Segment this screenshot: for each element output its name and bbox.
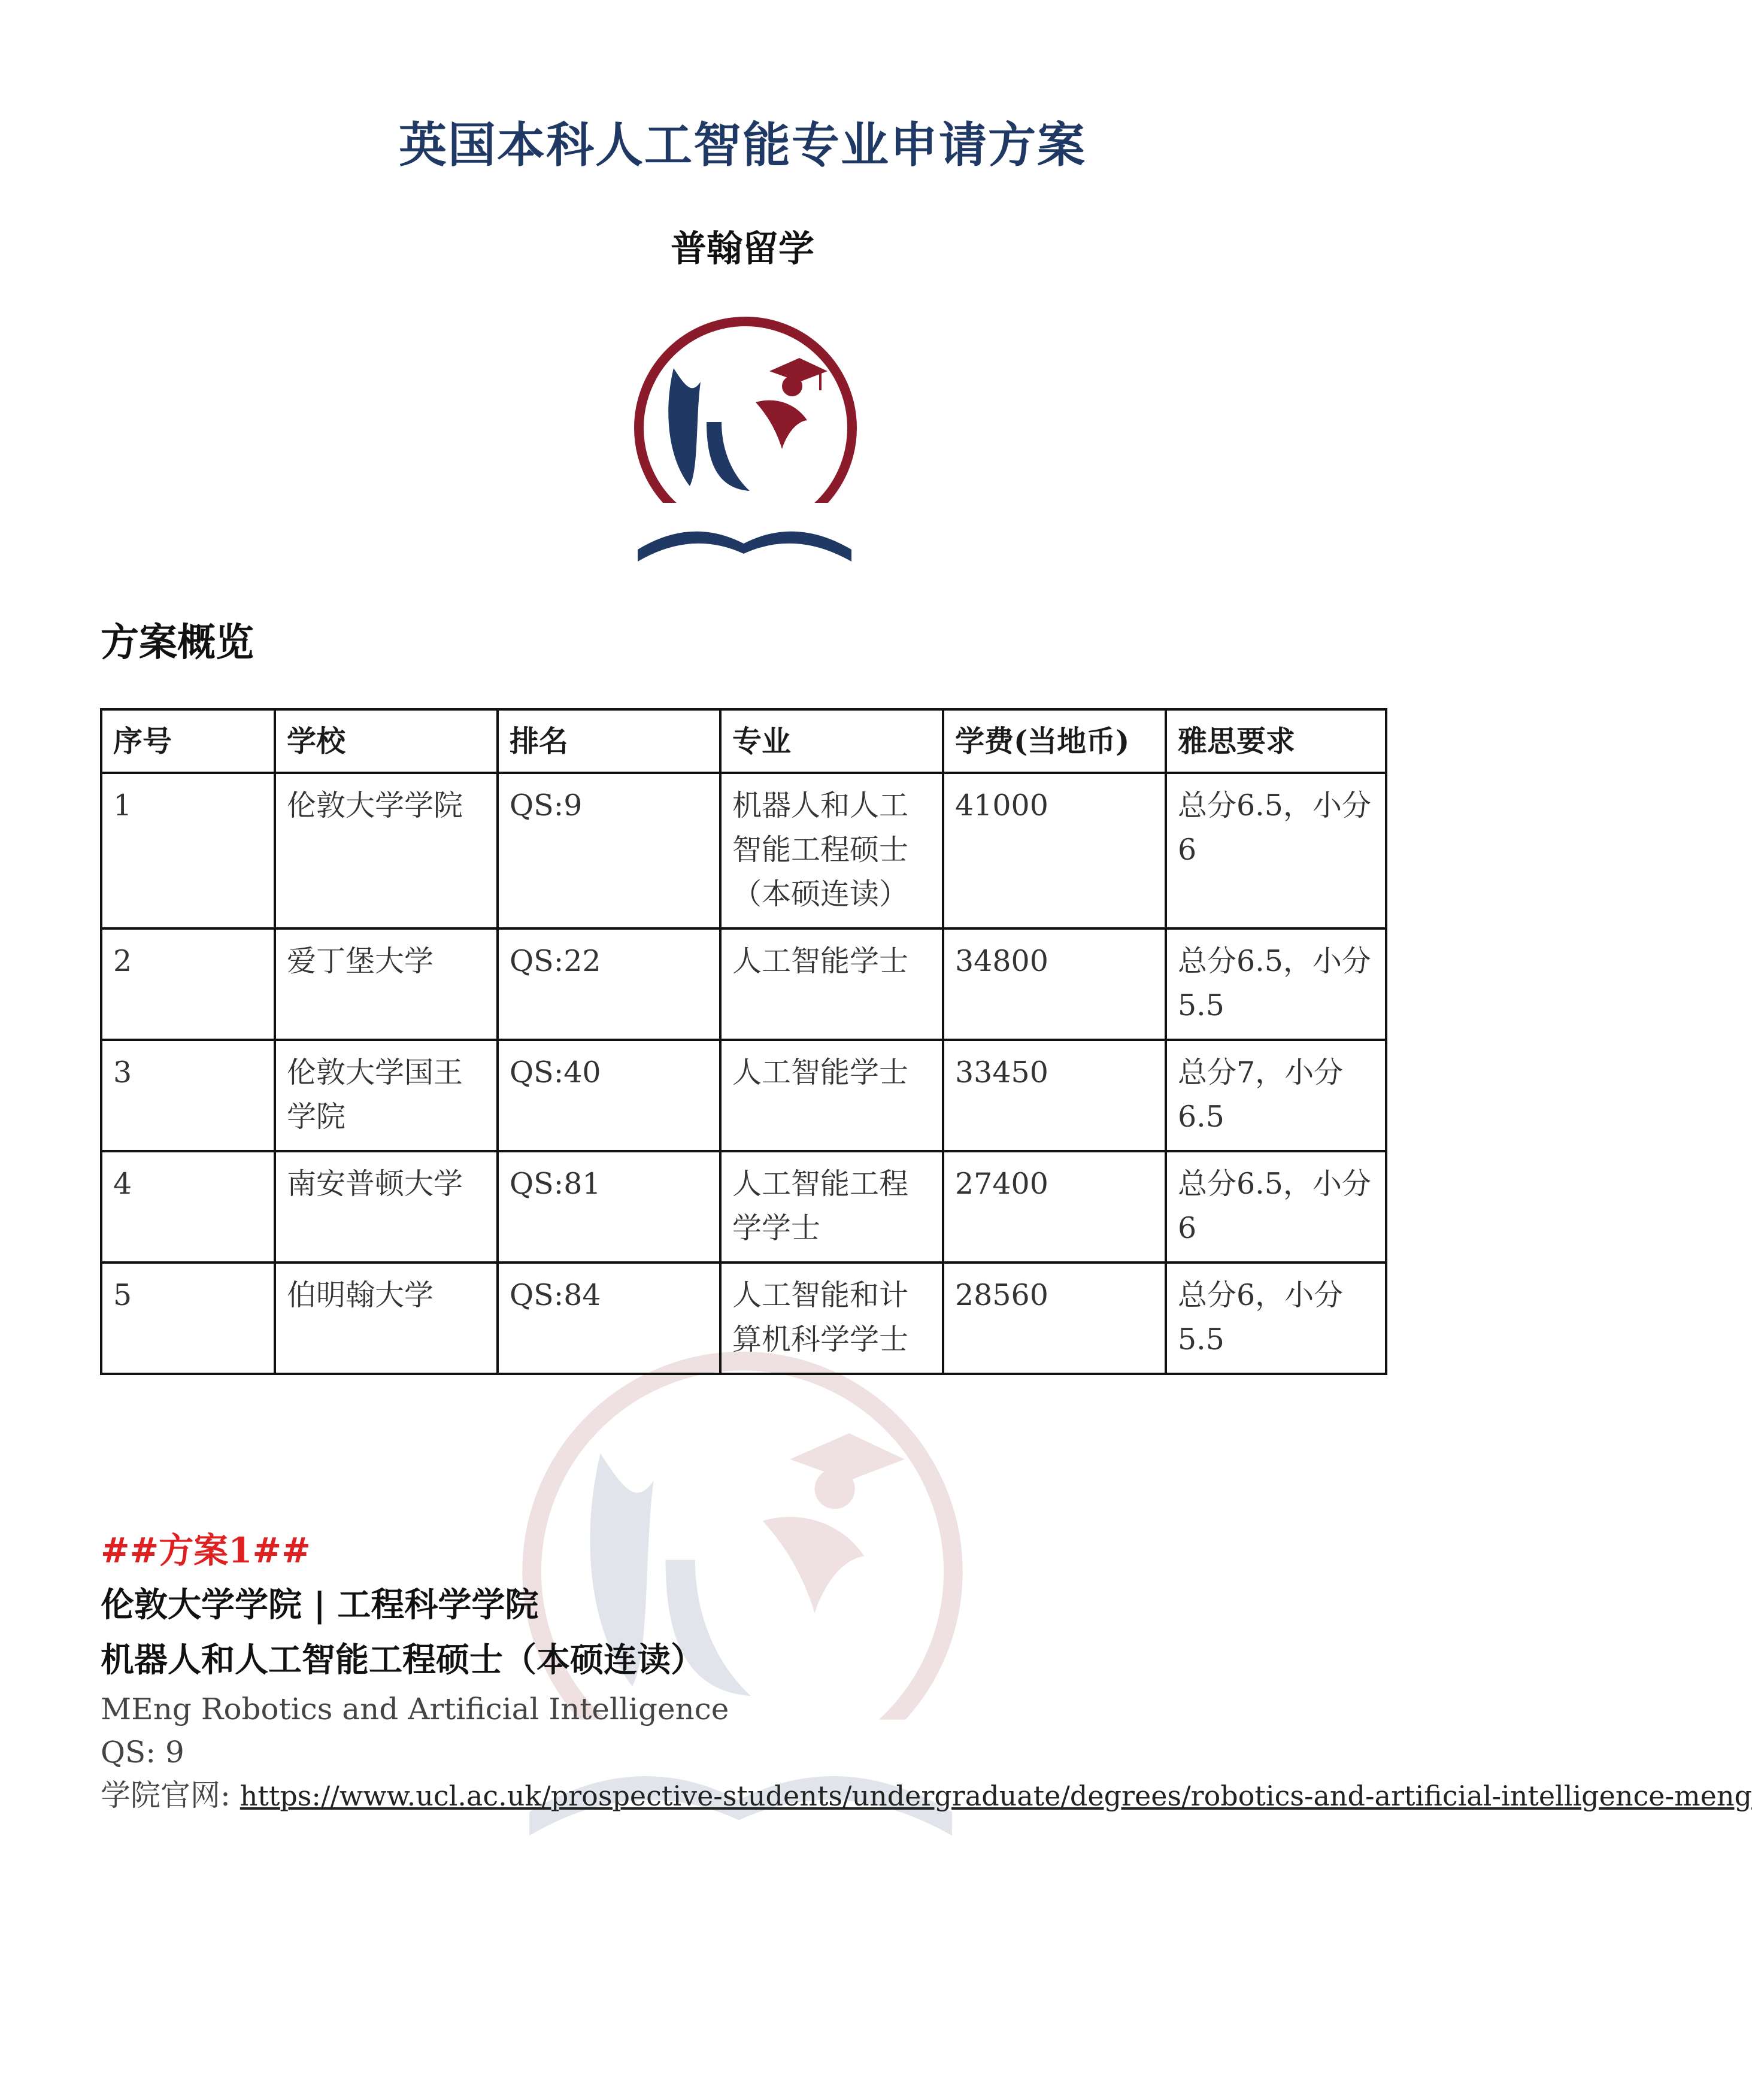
cell-major: 人工智能学士	[720, 1040, 943, 1151]
cell-ielts: 总分6.5，小分6	[1166, 773, 1386, 928]
cell-school: 伦敦大学国王学院	[275, 1040, 498, 1151]
cell-school: 南安普顿大学	[275, 1151, 498, 1263]
cell-major: 机器人和人工智能工程硕士（本硕连读）	[720, 773, 943, 928]
cell-tuition: 34800	[943, 928, 1166, 1040]
table-row	[101, 773, 1386, 928]
cell-major: 人工智能和计算机科学学士	[720, 1263, 943, 1374]
plan-degree-cn: 机器人和人工智能工程硕士（本硕连读）	[101, 1640, 704, 1680]
cell-ielts: 总分6.5，小分6	[1166, 1151, 1386, 1263]
cell-index: 5	[101, 1263, 275, 1374]
cell-rank: QS:40	[498, 1040, 720, 1151]
cell-rank: QS:81	[498, 1151, 720, 1263]
column-header-ielts: 雅思要求	[1166, 709, 1386, 773]
overview-table	[100, 708, 1387, 1375]
cell-index: 4	[101, 1151, 275, 1263]
table-row	[101, 1151, 1386, 1263]
cell-rank: QS:9	[498, 773, 720, 928]
website-link[interactable]: https://www.ucl.ac.uk/prospective-students/undergraduate/degrees/robotics-and-artificial-intelligence-meng	[240, 1780, 1752, 1812]
cell-ielts: 总分6，小分5.5	[1166, 1263, 1386, 1374]
plan-qs-rank: QS: 9	[101, 1735, 184, 1770]
column-header-major: 专业	[720, 709, 943, 773]
cell-rank: QS:84	[498, 1263, 720, 1374]
column-header-index: 序号	[101, 709, 275, 773]
cell-school: 伦敦大学学院	[275, 773, 498, 928]
website-label: 学院官网:	[101, 1778, 231, 1813]
cell-major: 人工智能学士	[720, 928, 943, 1040]
cell-tuition: 33450	[943, 1040, 1166, 1151]
cell-school: 爱丁堡大学	[275, 928, 498, 1040]
cell-index: 1	[101, 773, 275, 928]
table-row	[101, 1263, 1386, 1374]
column-header-rank: 排名	[498, 709, 720, 773]
document-subtitle: 普翰留学	[671, 228, 814, 270]
cell-index: 3	[101, 1040, 275, 1151]
plan-1-section	[101, 1524, 1752, 1817]
cell-index: 2	[101, 928, 275, 1040]
cell-rank: QS:22	[498, 928, 720, 1040]
plan-school: 伦敦大学学院 | 工程科学学院	[101, 1585, 539, 1625]
table-header-row	[101, 709, 1386, 773]
column-header-tuition: 学费(当地币)	[943, 709, 1166, 773]
puhan-logo-icon	[617, 311, 874, 569]
cell-major: 人工智能工程学学士	[720, 1151, 943, 1263]
plan-website	[101, 1774, 1752, 1817]
document-title: 英国本科人工智能专业申请方案	[399, 117, 1086, 173]
plan-label: ##方案1##	[101, 1530, 311, 1571]
cell-tuition: 41000	[943, 773, 1166, 928]
overview-heading: 方案概览	[101, 620, 254, 665]
table-row	[101, 928, 1386, 1040]
column-header-school: 学校	[275, 709, 498, 773]
cell-ielts: 总分7，小分6.5	[1166, 1040, 1386, 1151]
cell-tuition: 27400	[943, 1151, 1166, 1263]
plan-degree-en: MEng Robotics and Artificial Intelligence	[101, 1692, 729, 1726]
table-row	[101, 1040, 1386, 1151]
cell-school: 伯明翰大学	[275, 1263, 498, 1374]
cell-tuition: 28560	[943, 1263, 1166, 1374]
cell-ielts: 总分6.5，小分5.5	[1166, 928, 1386, 1040]
